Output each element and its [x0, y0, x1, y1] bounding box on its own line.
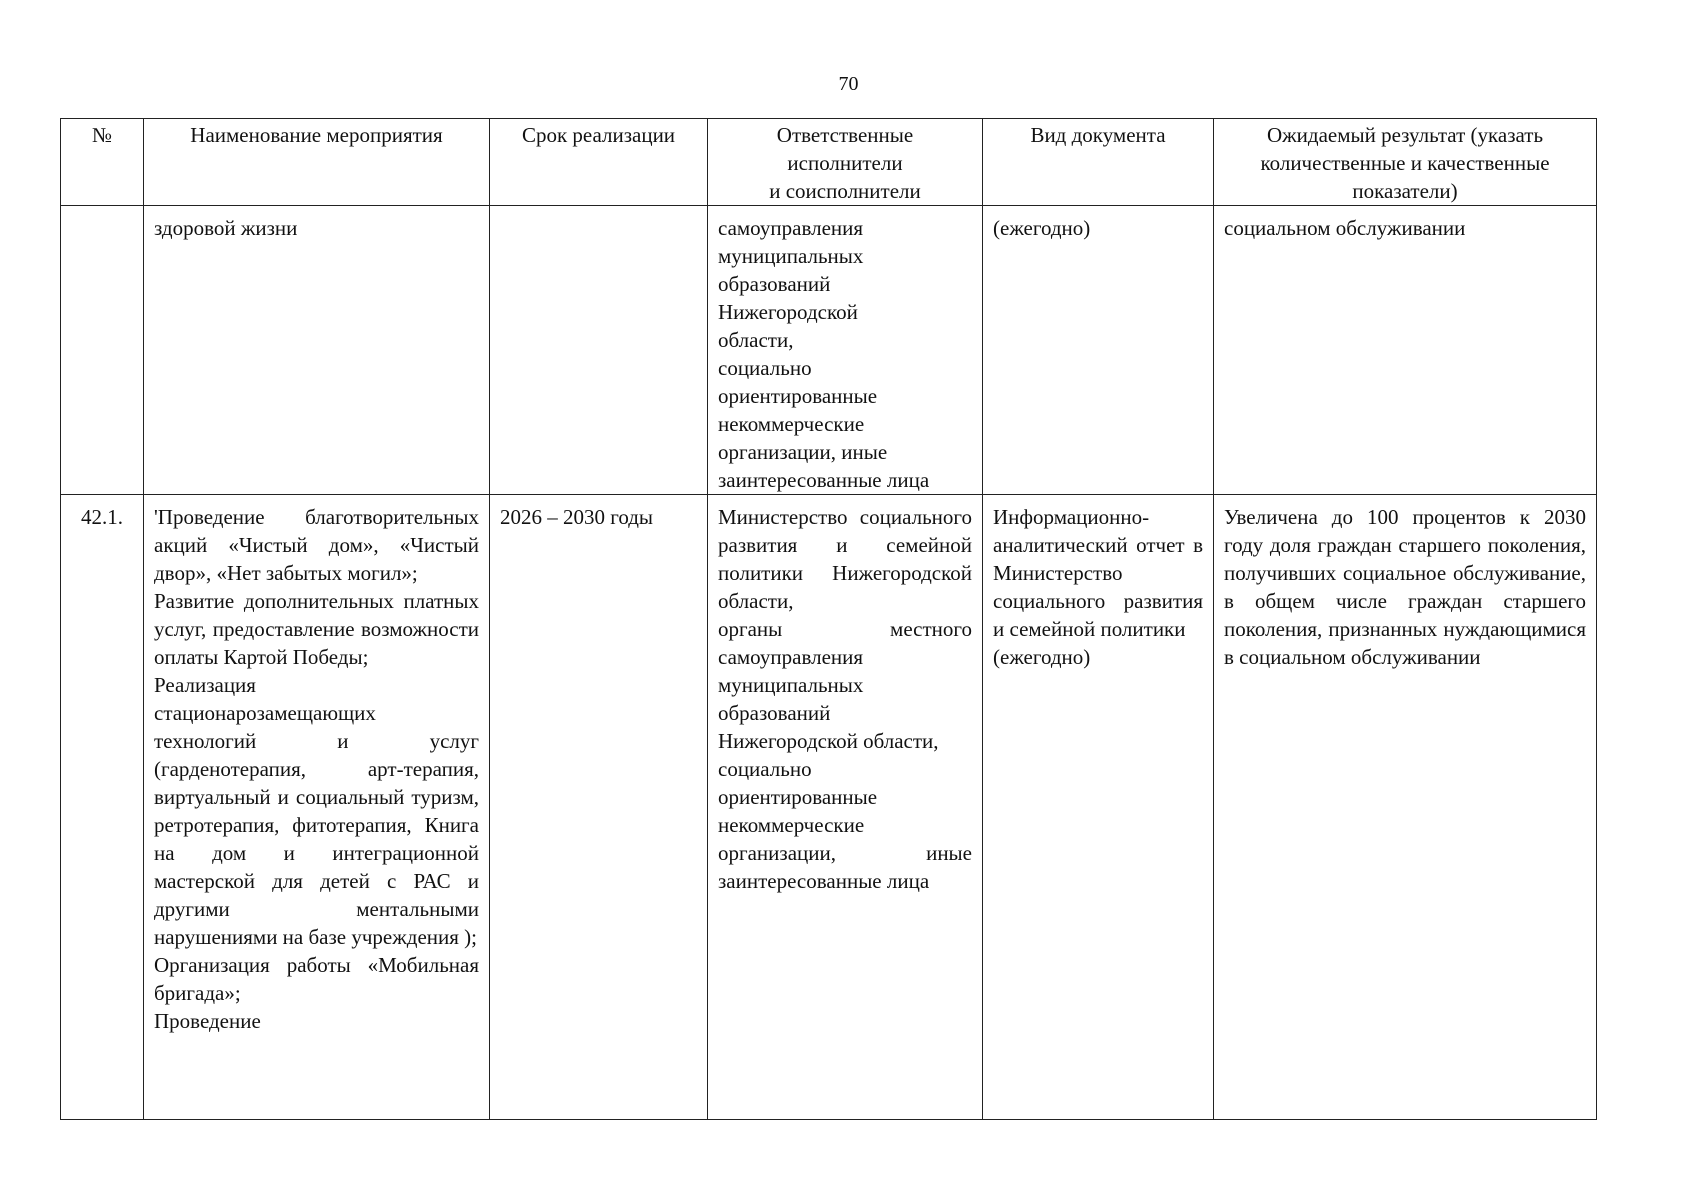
document-type-paragraph: (ежегодно): [993, 645, 1091, 669]
header-expected-result: Ожидаемый результат (указать количественные и качественные показатели): [1214, 119, 1597, 206]
measure-paragraph: Реализация стационарозамещающих технологий и услуг (гарденотерапия, арт-терапия, виртуальный и социальный туризм, ретротерапия, фитотерапия, Книга на дом и интеграционной мастерской для детей с РАС и другими ментальными нарушениями на базе учреждения );: [154, 673, 479, 949]
responsible-line: образований: [718, 272, 831, 296]
table-row: [61, 206, 1597, 495]
cell-responsible: [708, 206, 983, 495]
cell-responsible: [708, 495, 983, 1120]
responsible-line: муниципальных: [718, 244, 864, 268]
cell-expected-result: социальном обслуживании: [1214, 206, 1597, 495]
cell-document-type: [983, 206, 1214, 495]
responsible-line: ориентированные: [718, 384, 878, 408]
responsible-line: социально: [718, 356, 812, 380]
measure-text: здоровой жизни: [154, 216, 298, 240]
cell-term: 2026 – 2030 годы: [490, 495, 708, 1120]
header-implementation-term: Срок реализации: [490, 119, 708, 206]
document-type-text: (ежегодно): [993, 216, 1091, 240]
measures-table: [60, 118, 1597, 1120]
cell-term: [490, 206, 708, 495]
responsible-line: организации, иные: [718, 440, 888, 464]
responsible-line: самоуправления: [718, 216, 864, 240]
measure-paragraph: 'Проведение благотворительных акций «Чистый дом», «Чистый двор», «Нет забытых могил»;: [154, 505, 479, 585]
header-measure-name: Наименование мероприятия: [144, 119, 490, 206]
header-responsible-line: и соисполнители: [769, 179, 921, 203]
document-type-paragraph: Информационно-аналитический отчет в Министерство социального развития и семейной политики: [993, 505, 1203, 641]
cell-number: 42.1.: [61, 495, 144, 1120]
cell-measure-name: [144, 495, 490, 1120]
responsible-line: Нижегородской: [718, 300, 858, 324]
responsible-line: заинтересованные лица: [718, 468, 930, 492]
header-responsible-line: Ответственные: [776, 123, 914, 147]
table-header-row: [61, 119, 1597, 206]
measure-paragraph: Проведение: [154, 1009, 261, 1033]
responsible-line: некоммерческие: [718, 412, 865, 436]
responsible-paragraph: социально ориентированные некоммерческие организации, иные заинтересованные лица: [718, 757, 972, 893]
cell-measure-name: [144, 206, 490, 495]
header-responsible-line: исполнители: [787, 151, 903, 175]
header-responsible: [708, 119, 983, 206]
header-document-type: Вид документа: [983, 119, 1214, 206]
responsible-paragraph: органы местного самоуправления муниципальных образований Нижегородской области,: [718, 617, 972, 753]
cell-number: [61, 206, 144, 495]
cell-expected-result: Увеличена до 100 процентов к 2030 году доля граждан старшего поколения, получивших социальное обслуживание, в общем числе граждан старшего поколения, признанных нуждающимися в социальном обслуживании: [1214, 495, 1597, 1120]
responsible-paragraph: Министерство социального развития и семейной политики Нижегородской области,: [718, 505, 972, 613]
measure-paragraph: Организация работы «Мобильная бригада»;: [154, 953, 479, 1005]
cell-document-type: [983, 495, 1214, 1120]
measure-paragraph: Развитие дополнительных платных услуг, предоставление возможности оплаты Картой Победы;: [154, 589, 479, 669]
header-number: №: [61, 119, 144, 206]
table-row: [61, 495, 1597, 1120]
responsible-line: области,: [718, 328, 794, 352]
page-number: 70: [838, 73, 859, 95]
